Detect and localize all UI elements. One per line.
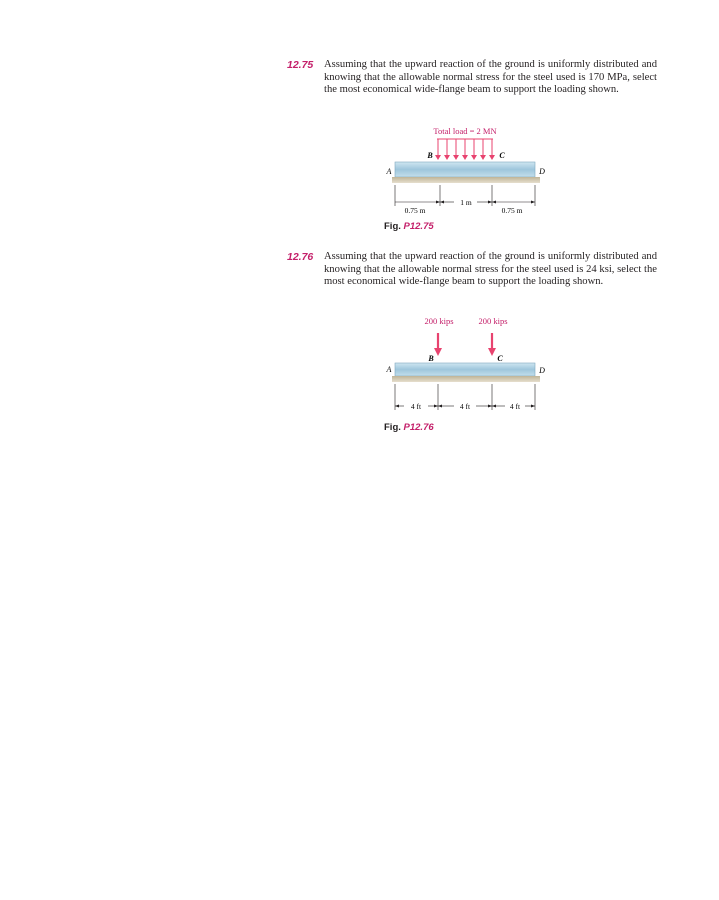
problem-text: Assuming that the upward reaction of the ground is uniformly distributed and knowing that the allowable normal stress for the steel used is 24 ksi, select the most economical wide-flange beam to support the loading shown. bbox=[324, 251, 657, 288]
point-label-b: B bbox=[428, 354, 434, 363]
caption-number: P12.76 bbox=[403, 422, 434, 433]
beam bbox=[395, 363, 535, 376]
caption-number: P12.75 bbox=[403, 221, 434, 232]
figure-p12-76 bbox=[380, 312, 560, 417]
dim-bc: 4 ft bbox=[459, 402, 471, 411]
distributed-load bbox=[435, 139, 495, 160]
caption-prefix: Fig. bbox=[384, 422, 401, 433]
dim-bc: 1 m bbox=[460, 198, 472, 207]
problem-number: 12.75 bbox=[287, 59, 314, 71]
problem-text: Assuming that the upward reaction of the ground is uniformly distributed and knowing that the allowable normal stress for the steel used is 170 MPa, select the most economical wide-flange beam to support the loading shown. bbox=[324, 59, 657, 96]
point-label-d: D bbox=[539, 167, 545, 176]
point-label-b: B bbox=[427, 151, 433, 160]
point-label-c: C bbox=[497, 354, 503, 363]
point-label-a: A bbox=[386, 365, 392, 374]
load-label-c: 200 kips bbox=[478, 316, 508, 326]
dim-ab: 4 ft bbox=[410, 402, 422, 411]
concentrated-load-c bbox=[488, 333, 496, 356]
problem-12-76 bbox=[287, 251, 657, 289]
point-label-c: C bbox=[499, 151, 505, 160]
problem-12-75 bbox=[287, 59, 657, 97]
ground bbox=[392, 376, 540, 382]
dim-cd: 0.75 m bbox=[501, 206, 523, 215]
caption-prefix: Fig. bbox=[384, 221, 401, 232]
figure-caption-p12-76 bbox=[384, 422, 434, 433]
problem-number: 12.76 bbox=[287, 251, 314, 263]
load-label: Total load = 2 MN bbox=[433, 126, 497, 136]
dim-cd: 4 ft bbox=[509, 402, 521, 411]
ground bbox=[392, 177, 540, 183]
point-label-d: D bbox=[539, 366, 545, 375]
figure-p12-75 bbox=[380, 122, 560, 222]
point-label-a: A bbox=[386, 167, 392, 176]
load-label-b: 200 kips bbox=[424, 316, 454, 326]
concentrated-load-b bbox=[434, 333, 442, 356]
dim-ab: 0.75 m bbox=[404, 206, 426, 215]
figure-caption-p12-75 bbox=[384, 221, 434, 232]
beam bbox=[395, 162, 535, 177]
